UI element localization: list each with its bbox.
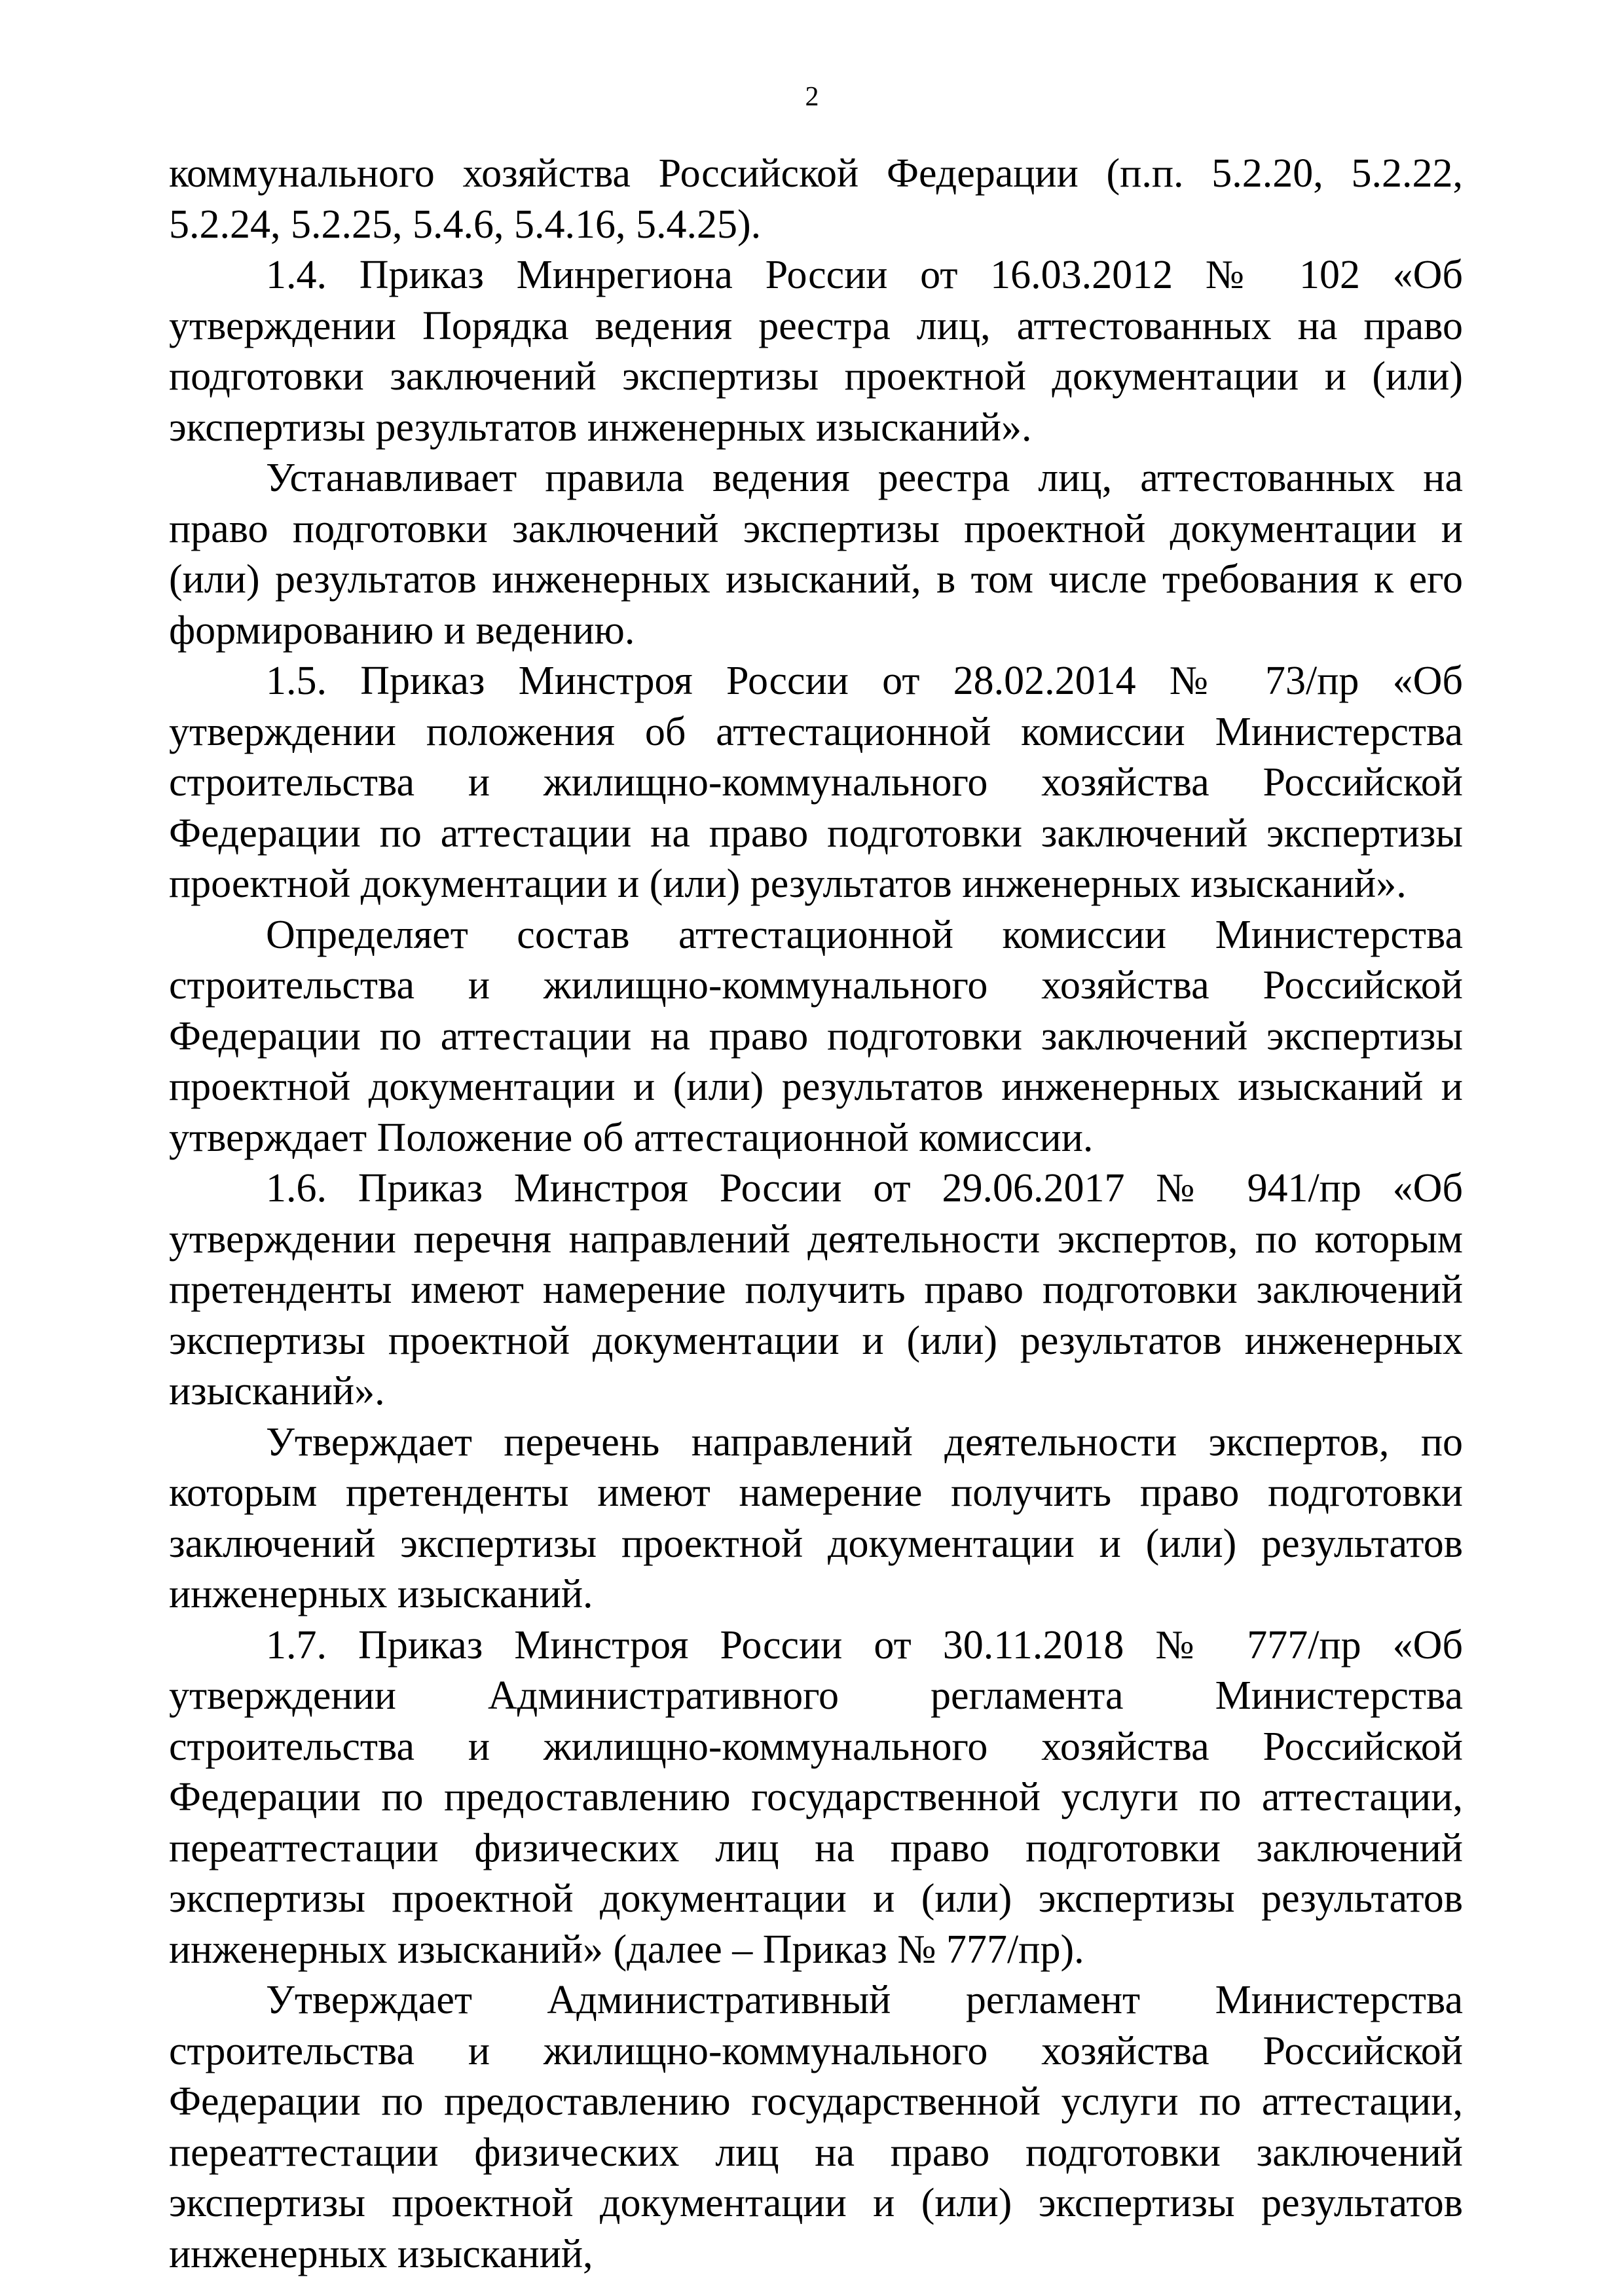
paragraph-item-1-6: 1.6. Приказ Минстроя России от 29.06.2017 № 941/пр «Об утверждении перечня направлений деятельности экспертов, по которым претенденты имеют намерение получить право подготовки заключений экспертизы проектной документации и (или) результатов инженерных изысканий». [169, 1166, 1463, 1413]
paragraph-item-1-4: 1.4. Приказ Минрегиона России от 16.03.2012 № 102 «Об утверждении Порядка ведения реестра лиц, аттестованных на право подготовки заключений экспертизы проектной документации и (или) экспертизы результатов инженерных изысканий». [169, 253, 1463, 450]
paragraph-item-1-7: 1.7. Приказ Минстроя России от 30.11.2018 № 777/пр «Об утверждении Административного регламента Министерства строительства и жилищно-коммунального хозяйства Российской Федерации по предоставлению государственной услуги по аттестации, переаттестации физических лиц на право подготовки заключений экспертизы проектной документации и (или) экспертизы результатов инженерных изысканий» (далее – Приказ № 777/пр). [169, 1622, 1463, 1972]
paragraph-description-1-4: Устанавливает правила ведения реестра лиц, аттестованных на право подготовки заключений экспертизы проектной документации и (или) результатов инженерных изысканий, в том числе требования к его формированию и ведению. [169, 456, 1463, 653]
paragraph-continuation: коммунального хозяйства Российской Федерации (п.п. 5.2.20, 5.2.22, 5.2.24, 5.2.25, 5.4.6, 5.4.16, 5.4.25). [169, 151, 1463, 247]
page-number: 2 [805, 82, 819, 112]
paragraph-description-1-5: Определяет состав аттестационной комиссии Министерства строительства и жилищно-коммунального хозяйства Российской Федерации по аттестации на право подготовки заключений экспертизы проектной документации и (или) результатов инженерных изысканий и утверждает Положение об аттестационной комиссии. [169, 912, 1463, 1160]
paragraph-item-1-5: 1.5. Приказ Минстроя России от 28.02.2014 № 73/пр «Об утверждении положения об аттестационной комиссии Министерства строительства и жилищно-коммунального хозяйства Российской Федерации по аттестации на право подготовки заключений экспертизы проектной документации и (или) результатов инженерных изысканий». [169, 659, 1463, 906]
paragraph-description-1-6: Утверждает перечень направлений деятельности экспертов, по которым претенденты имеют намерение получить право подготовки заключений экспертизы проектной документации и (или) результатов инженерных изысканий. [169, 1419, 1463, 1616]
document-body [169, 149, 1463, 2280]
paragraph-description-1-7: Утверждает Административный регламент Министерства строительства и жилищно-коммунального хозяйства Российской Федерации по предоставлению государственной услуги по аттестации, переаттестации физических лиц на право подготовки заключений экспертизы проектной документации и (или) экспертизы результатов инженерных изысканий, [169, 1978, 1463, 2276]
